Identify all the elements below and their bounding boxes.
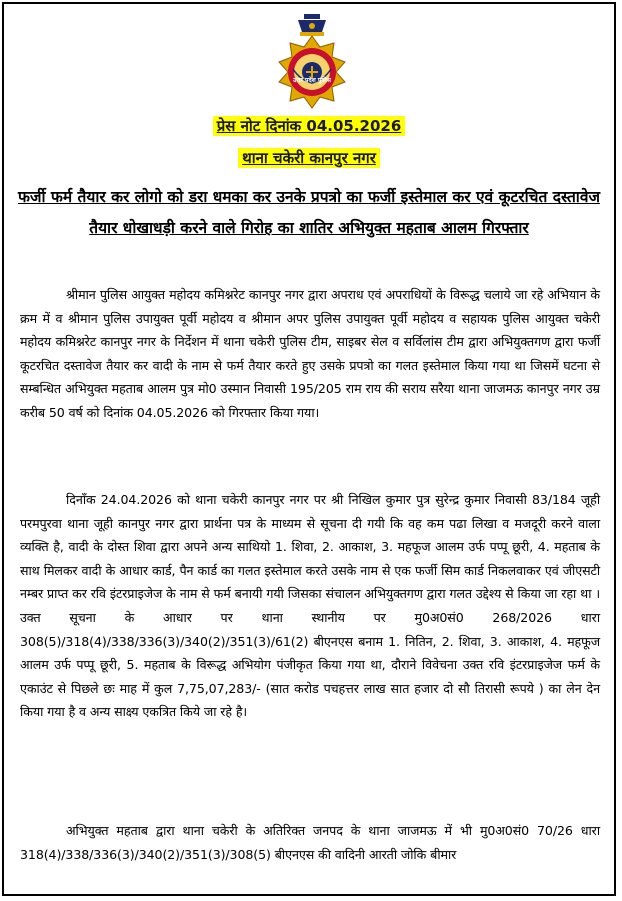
logo-text: उत्तर प्रदेश पुलिस xyxy=(293,77,331,84)
body-paragraph-3: अभियुक्त महताब द्वारा थाना चकेरी के अतिरिक्त जनपद के थाना जाजमऊ में भी मु0अ0सं0 70/26 धारा 318(4)/338/336(3)/340(2)/351(3)/308(5) बीएनएस की वादिनी आरती जोकि बीमार xyxy=(20,823,600,862)
press-note-date: प्रेस नोट दिनांक 04.05.2026 xyxy=(213,116,406,136)
body-paragraph-1: श्रीमान पुलिस आयुक्त महोदय कमिश्नरेट कानपुर नगर द्वारा अपराध एवं अपराधियों के विरूद्ध चलाये जा रहे अभियान के क्रम में व श्रीमान पुलिस उपायुक्त पूर्वी महोदय व श्रीमान अपर पुलिस उपायुक्त पूर्वी महोदय व सहायक पुलिस आयुक्त चकेरी महोदय कमिश्नरेट कानपुर नगर के निर्देशन में थाना चकेरी पुलिस टीम, साइबर सेल व सर्विलांस टीम द्वारा अभियुक्तगण द्वारा फर्जी कूटरचित दस्तावेज तैयार कर वादी के नाम से फर्म तैयार करते हुए उसके प्रपत्रो का गलत इस्तेमाल किया गया था जिसमें घटना से सम्बन्धित अभियुक्त महताब आलम पुत्र मो0 उस्मान निवासी 195/205 राम राय की सराय सरैया थाना जाजमऊ कानपुर नगर उम्र करीब 50 वर्ष को दिनांक 04.05.2026 को गिरफ्तार किया गया। xyxy=(20,287,600,420)
press-note-page xyxy=(2,2,616,896)
press-note-headline: फर्जी फर्म तैयार कर लोगो को डरा धमका कर उनके प्रपत्रो का फर्जी इस्तेमाल कर एवं कूटरचित दस्तावेज तैयार धोखाधड़ी करने वाले गिरोह का शातिर अभियुक्त महताब आलम गिरफ्तार xyxy=(18,188,600,237)
police-station-name: थाना चकेरी कानपुर नगर xyxy=(238,148,380,168)
up-police-emblem-icon xyxy=(264,10,360,110)
body-paragraph-2: दिनाँक 24.04.2026 को थाना चकेरी कानपुर नगर पर श्री निखिल कुमार पुत्र सुरेन्द्र कुमार निवासी 83/184 जूही परमपुरवा थाना जूही कानपुर नगर द्वारा प्रार्थना पत्र के माध्यम से सूचना दी गयी कि वह कम पढा लिखा व मजदूरी करने वाला व्यक्ति है, वादी के दोस्त शिवा द्वारा अपने अन्य साथियो 1. शिवा, 2. आकाश, 3. महफूज आलम उर्फ पप्पू छूरी, 4. महताब के साथ मिलकर वादी के आधार कार्ड, पैन कार्ड का गलत इस्तेमाल करते उसके नाम से एक फर्जी सिम कार्ड निकलवाकर एवं जीएसटी नम्बर प्राप्त कर रवि इंटरप्राइजेज के नाम से फर्म बनायी गयी जिसका संचालन अभियुक्तगण द्वारा गलत उद्देश्य से किया जा रहा था । उक्त सूचना के आधार पर थाना स्थानीय पर मु0अ0सं0 268/2026 धारा 308(5)/318(4)/338/336(3)/340(2)/351(3)/61(2) बीएनएस बनाम 1. नितिन, 2. शिवा, 3. आकाश, 4. महफूज आलम उर्फ पप्पू छूरी, 5. महताब के विरूद्ध अभियोग पंजीकृत किया गया था, दौराने विवेचना उक्त रवि इंटरप्राइजेज फर्म के एकाउंट से पिछले छः माह में कुल 7,75,07,283/- (सात करोड पचहत्तर लाख सात हजार दो सौ तिरासी रूपये ) का लेन देन किया गया है व अन्य साक्ष्य एकत्रित किये जा रहे है। xyxy=(20,492,600,720)
